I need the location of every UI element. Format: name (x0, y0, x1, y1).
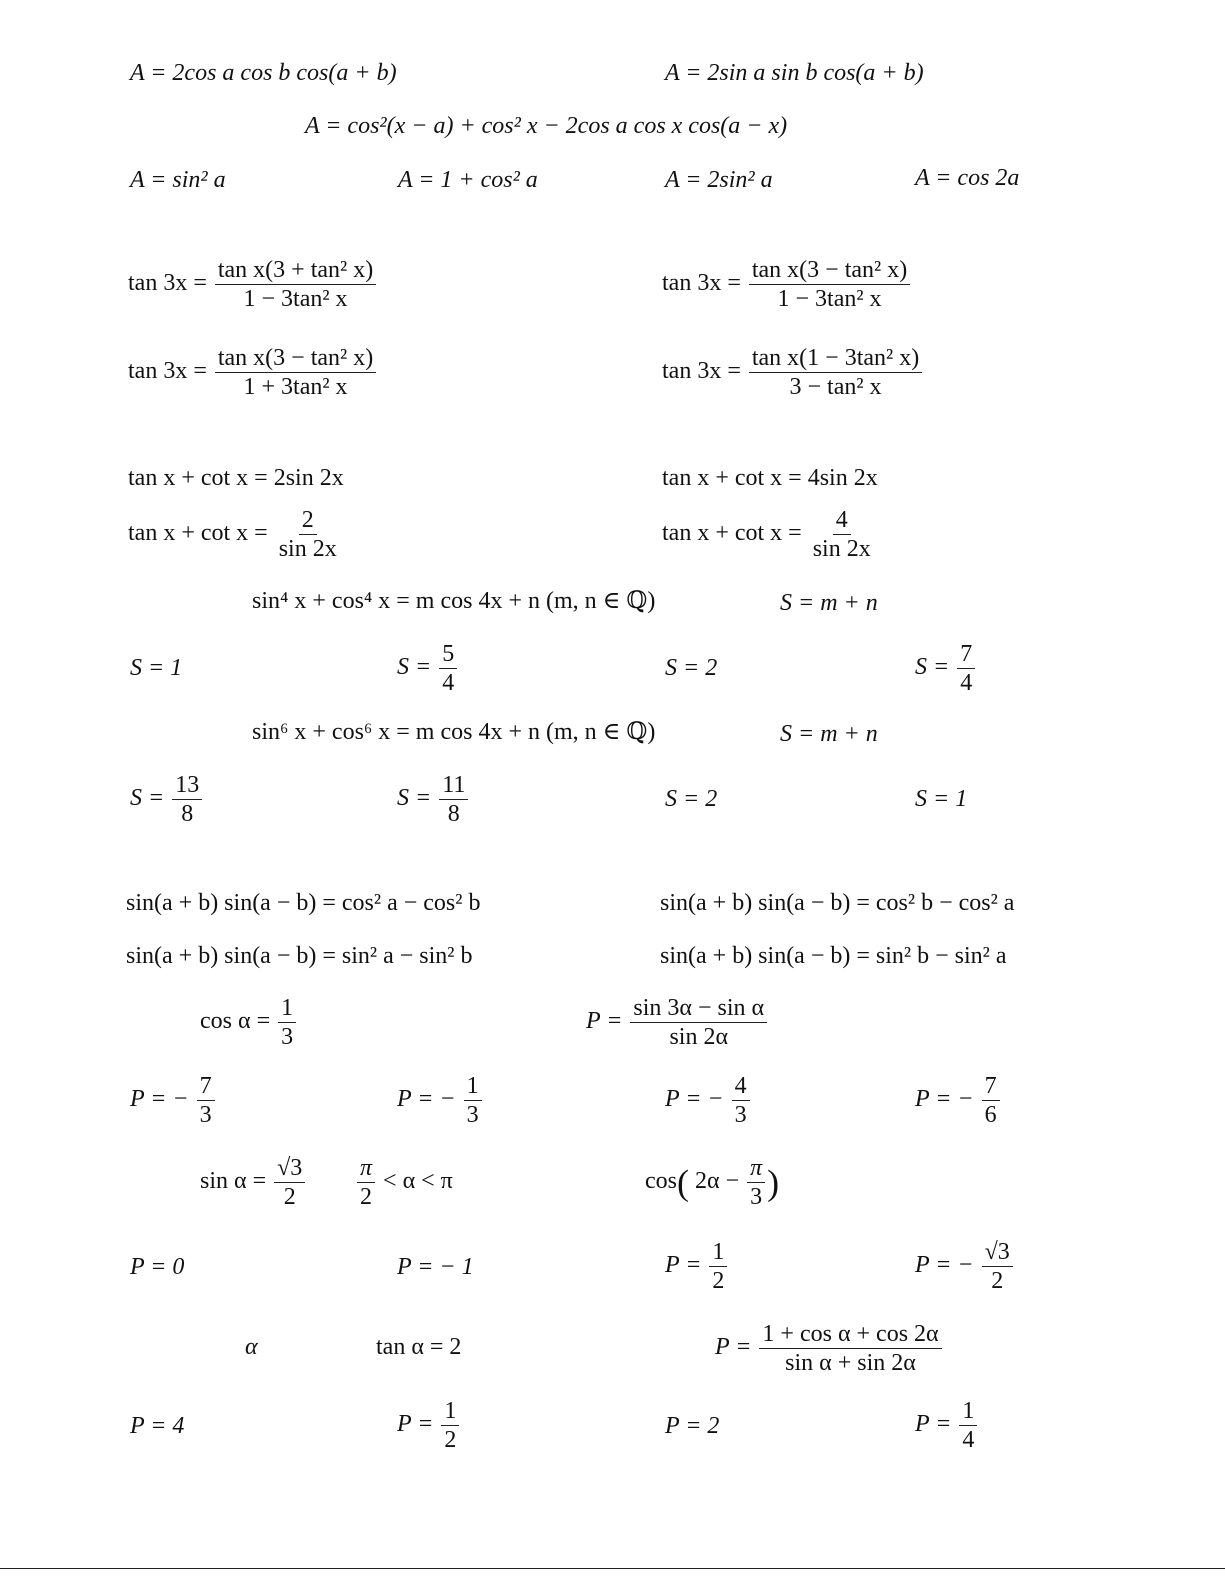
q4-answer-4-den: 4 (960, 670, 973, 696)
q8-answer-4-num: √3 (982, 1238, 1013, 1267)
q9-alpha: α (245, 1334, 258, 1360)
q8-expression-inner: 2α − (695, 1168, 740, 1195)
q5-expression: sin⁶ x + cos⁶ x = m cos 4x + n (m, n ∈ ℚ) (252, 719, 656, 745)
q9-answer-2 (397, 1397, 461, 1454)
q3-answer-4-lhs: tan x + cot x = (662, 520, 802, 547)
q8-range (355, 1154, 453, 1211)
q2-answer-3-num: tan x(3 − tan² x) (215, 344, 376, 373)
page-bottom-rule (0, 1568, 1225, 1569)
q7-expression-num: sin 3α − sin α (630, 994, 767, 1023)
q8-answer-4-den: 2 (991, 1268, 1004, 1294)
q5-answer-1-num: 13 (172, 771, 202, 800)
q7-expression (586, 994, 769, 1051)
q2-answer-2 (662, 256, 912, 313)
q7-answer-2-num: 1 (464, 1072, 482, 1101)
q8-expression: cos( 2α − $\frac{\pi}{3}$ ) (645, 1155, 780, 1210)
q3-answer-3-den: sin 2x (278, 536, 337, 562)
q9-expression-den: sin α + sin 2α (785, 1350, 916, 1376)
q7-answer-3-num: 4 (732, 1072, 750, 1101)
q7-expression-lhs: P = (586, 1008, 623, 1035)
q7-answer-3 (665, 1072, 752, 1129)
q7-expression-den: sin 2α (669, 1024, 729, 1050)
q4-answer-1: S = 1 (130, 655, 183, 681)
q9-answer-2-num: 1 (441, 1397, 459, 1426)
q4-answer-4 (915, 640, 977, 697)
q1-answer-2: A = 1 + cos² a (398, 167, 538, 193)
q2-answer-4-lhs: tan 3x = (662, 358, 741, 385)
q5-answer-2-lhs: S = (397, 785, 432, 812)
q9-answer-1: P = 4 (130, 1413, 185, 1439)
q2-answer-2-lhs: tan 3x = (662, 270, 741, 297)
q9-given: tan α = 2 (376, 1334, 462, 1360)
q7-answer-2-den: 3 (466, 1102, 479, 1128)
q8-range-rest: < α < π (383, 1168, 453, 1195)
q9-answer-4-lhs: P = (915, 1411, 952, 1438)
q4-expression: sin⁴ x + cos⁴ x = m cos 4x + n (m, n ∈ ℚ) (252, 588, 656, 614)
q1-answer-1: A = sin² a (130, 167, 226, 193)
q9-answer-4 (915, 1397, 979, 1454)
q1-option-b: A = 2sin a sin b cos(a + b) (665, 60, 924, 86)
q2-answer-1-lhs: tan 3x = (128, 270, 207, 297)
q2-answer-2-num: tan x(3 − tan² x) (749, 256, 910, 285)
q7-answer-4 (915, 1072, 1002, 1129)
q8-answer-3-den: 2 (712, 1268, 725, 1294)
q8-expression-num: π (747, 1154, 765, 1183)
q7-answer-1-den: 3 (199, 1102, 212, 1128)
q9-expression-lhs: P = (715, 1334, 752, 1361)
q5-answer-4: S = 1 (915, 786, 968, 812)
q7-answer-4-lhs: P = − (915, 1086, 974, 1113)
q2-answer-3-den: 1 + 3tan² x (243, 374, 348, 400)
q5-answer-2-num: 11 (439, 771, 468, 800)
q5-answer-3: S = 2 (665, 786, 718, 812)
q7-answer-1 (130, 1072, 217, 1129)
q3-answer-4-den: sin 2x (812, 536, 871, 562)
q5-answer-1-den: 8 (181, 801, 194, 827)
q8-answer-3-num: 1 (709, 1238, 727, 1267)
q4-answer-3: S = 2 (665, 655, 718, 681)
q8-answer-3 (665, 1238, 729, 1295)
q4-answer-2 (397, 640, 459, 697)
q4-answer-2-num: 5 (439, 640, 457, 669)
q7-given-num: 1 (278, 994, 296, 1023)
q4-answer-4-num: 7 (957, 640, 975, 669)
q6-answer-4: sin(a + b) sin(a − b) = sin² b − sin² a (660, 943, 1007, 969)
q8-given-lhs: sin α = (200, 1168, 267, 1195)
q9-answer-4-den: 4 (962, 1427, 975, 1453)
q1-option-a: A = 2cos a cos b cos(a + b) (130, 60, 397, 86)
q6-answer-2: sin(a + b) sin(a − b) = cos² b − cos² a (660, 890, 1015, 916)
q1-answer-4: A = cos 2a (915, 165, 1020, 191)
q8-given-num: √3 (274, 1154, 305, 1183)
q8-expression-lhs: cos (645, 1168, 677, 1195)
q4-sum-definition: S = m + n (780, 590, 878, 616)
q9-expression (715, 1320, 944, 1377)
q8-answer-4 (915, 1238, 1015, 1295)
q2-answer-1-num: tan x(3 + tan² x) (215, 256, 376, 285)
q4-answer-4-lhs: S = (915, 654, 950, 681)
q9-answer-2-den: 2 (444, 1427, 457, 1453)
q3-answer-3-num: 2 (299, 506, 317, 535)
q7-answer-4-num: 7 (982, 1072, 1000, 1101)
q9-expression-num: 1 + cos α + cos 2α (759, 1320, 941, 1349)
q6-answer-3: sin(a + b) sin(a − b) = sin² a − sin² b (126, 943, 473, 969)
q4-answer-2-lhs: S = (397, 654, 432, 681)
q5-answer-1-lhs: S = (130, 785, 165, 812)
q7-given-den: 3 (281, 1024, 294, 1050)
q4-answer-2-den: 4 (442, 670, 455, 696)
q1-expression: A = cos²(x − a) + cos² x − 2cos a cos x cos(a − x) (305, 113, 788, 139)
q9-answer-2-lhs: P = (397, 1411, 434, 1438)
q7-answer-4-den: 6 (984, 1102, 997, 1128)
q8-answer-4-lhs: P = − (915, 1252, 974, 1279)
q5-sum-definition: S = m + n (780, 721, 878, 747)
q3-answer-2: tan x + cot x = 4sin 2x (662, 465, 878, 491)
q7-answer-3-lhs: P = − (665, 1086, 724, 1113)
q5-answer-2 (397, 771, 470, 828)
q6-answer-1: sin(a + b) sin(a − b) = cos² a − cos² b (126, 890, 481, 916)
q7-answer-1-lhs: P = − (130, 1086, 189, 1113)
q1-answer-3: A = 2sin² a (665, 167, 773, 193)
q2-answer-3-lhs: tan 3x = (128, 358, 207, 385)
q7-given (200, 994, 298, 1051)
q3-answer-1: tan x + cot x = 2sin 2x (128, 465, 344, 491)
q5-answer-2-den: 8 (447, 801, 460, 827)
q2-answer-4 (662, 344, 924, 401)
q7-given-lhs: cos α = (200, 1008, 271, 1035)
q7-answer-2 (397, 1072, 484, 1129)
q2-answer-1 (128, 256, 378, 313)
q7-answer-1-num: 7 (197, 1072, 215, 1101)
q3-answer-3-lhs: tan x + cot x = (128, 520, 268, 547)
q8-answer-3-lhs: P = (665, 1252, 702, 1279)
q8-answer-2: P = − 1 (397, 1254, 474, 1280)
q8-given (200, 1154, 307, 1211)
q8-range-num: π (357, 1154, 375, 1183)
q9-answer-3: P = 2 (665, 1413, 720, 1439)
q7-answer-3-den: 3 (734, 1102, 747, 1128)
q2-answer-4-den: 3 − tan² x (789, 374, 882, 400)
q3-answer-4 (662, 506, 876, 563)
q3-answer-3 (128, 506, 342, 563)
q5-answer-1 (130, 771, 204, 828)
q9-answer-4-num: 1 (959, 1397, 977, 1426)
q2-answer-1-den: 1 − 3tan² x (243, 286, 348, 312)
q2-answer-4-num: tan x(1 − 3tan² x) (749, 344, 922, 373)
q8-answer-1: P = 0 (130, 1254, 185, 1280)
q7-answer-2-lhs: P = − (397, 1086, 456, 1113)
q8-given-den: 2 (283, 1184, 296, 1210)
q8-range-den: 2 (360, 1184, 373, 1210)
q3-answer-4-num: 4 (833, 506, 851, 535)
q2-answer-3 (128, 344, 378, 401)
q8-expression-den: 3 (750, 1184, 763, 1210)
q2-answer-2-den: 1 − 3tan² x (777, 286, 882, 312)
